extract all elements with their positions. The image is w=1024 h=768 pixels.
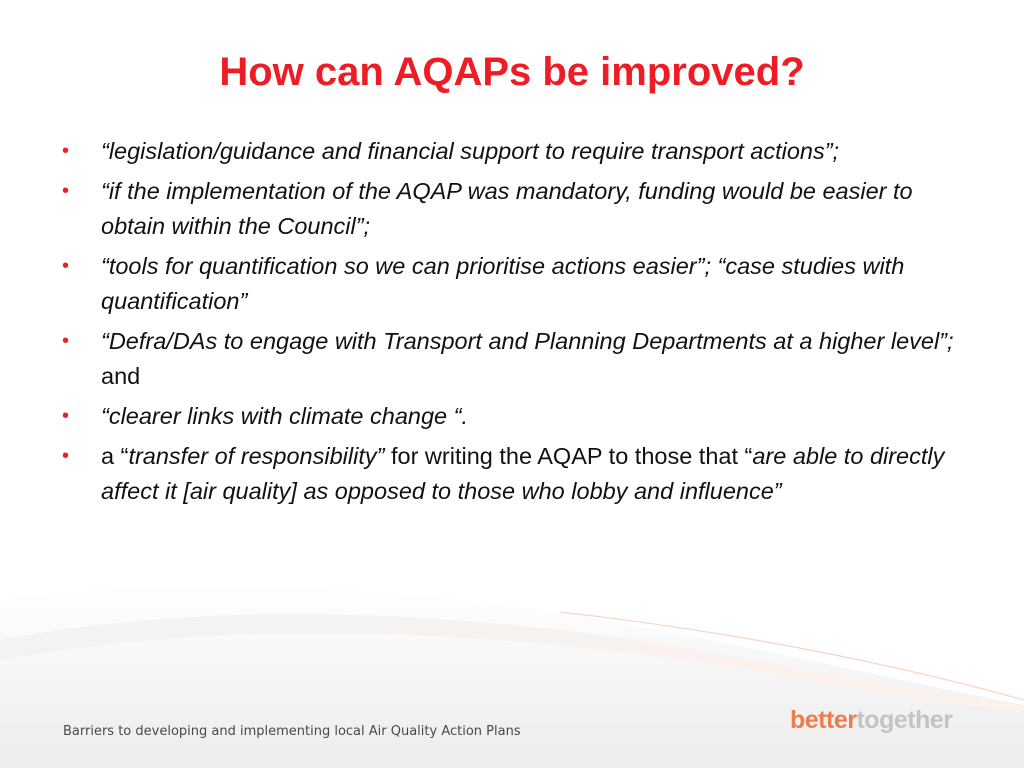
logo-text-better: better xyxy=(790,706,857,734)
bullet-text-segment: a “ xyxy=(101,443,129,469)
bullet-item xyxy=(62,249,982,319)
logo-text-together: together xyxy=(856,706,953,734)
bullet-marker-icon: • xyxy=(62,255,70,277)
better-together-logo xyxy=(790,702,952,738)
bullet-marker-icon: • xyxy=(62,180,70,202)
bullet-marker-icon: • xyxy=(62,140,70,162)
bullet-text-segment: “legislation/guidance and financial support to require transport actions”; xyxy=(101,138,840,164)
bullet-item xyxy=(62,399,982,434)
bullet-item xyxy=(62,324,982,394)
bullet-text-segment: are able to directly affect it [air quality] as opposed to those who lobby and influence” xyxy=(101,443,945,504)
bullet-text-segment: and xyxy=(101,363,141,389)
bullet-item xyxy=(62,174,982,244)
bullet-text-segment: for writing the AQAP to those that “ xyxy=(384,443,753,469)
bullet-list xyxy=(62,134,982,514)
bullet-text-segment: “Defra/DAs to engage with Transport and Planning Departments at a higher level”; xyxy=(101,328,954,354)
footer-caption: Barriers to developing and implementing local Air Quality Action Plans xyxy=(63,724,521,739)
bullet-marker-icon: • xyxy=(62,445,70,467)
slide-title: How can AQAPs be improved? xyxy=(219,50,805,94)
bullet-text-segment: “tools for quantification so we can prioritise actions easier”; “case studies with quantification” xyxy=(101,253,905,314)
bullet-item xyxy=(62,134,982,169)
bullet-text-segment: “clearer links with climate change “. xyxy=(101,403,468,429)
bullet-marker-icon: • xyxy=(62,330,70,352)
bullet-item xyxy=(62,439,982,509)
bullet-marker-icon: • xyxy=(62,405,70,427)
bullet-text-segment: transfer of responsibility” xyxy=(128,443,385,469)
bullet-text-segment: “if the implementation of the AQAP was mandatory, funding would be easier to obtain within the Council”; xyxy=(101,178,913,239)
